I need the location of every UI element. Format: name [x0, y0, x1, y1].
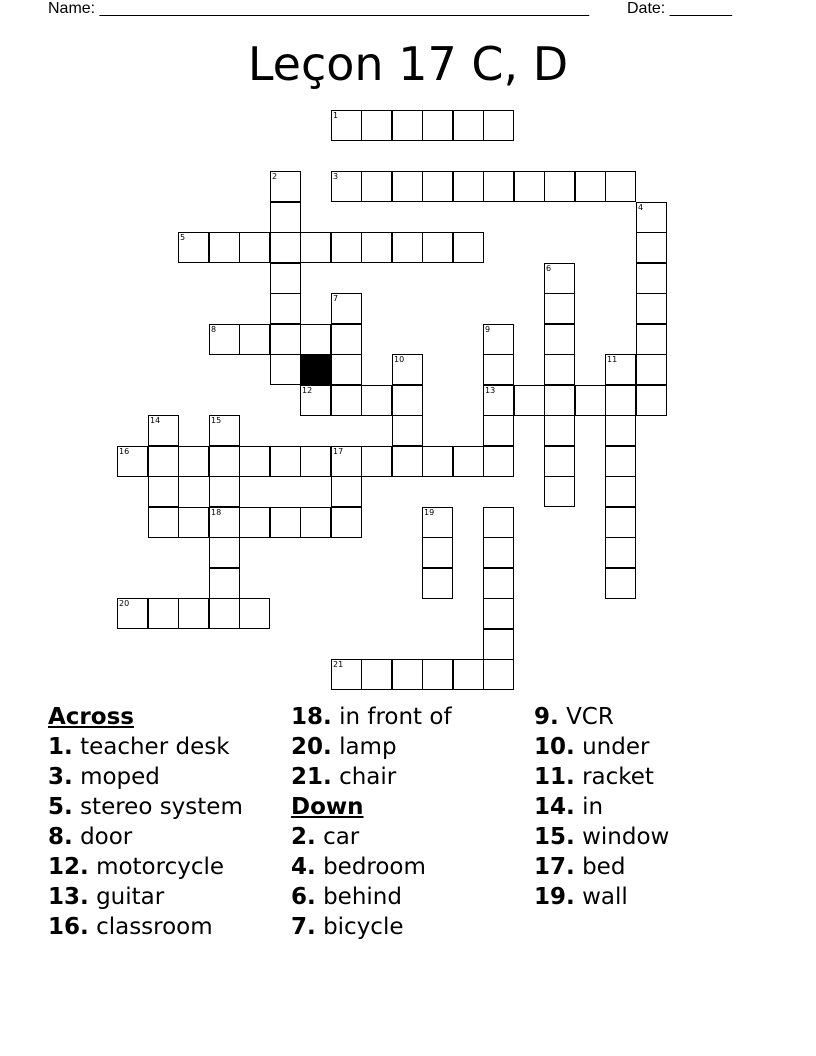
- clue-down-17: 17. bed: [534, 854, 626, 880]
- grid-cell[interactable]: [178, 507, 209, 538]
- clue-number: 14: [150, 416, 161, 425]
- grid-cell[interactable]: [636, 293, 667, 324]
- grid-cell[interactable]: [544, 446, 575, 477]
- clue-across-21: 21. chair: [291, 764, 397, 790]
- grid-cell[interactable]: [483, 537, 514, 568]
- grid-cell[interactable]: [270, 202, 301, 233]
- grid-cell[interactable]: [361, 446, 392, 477]
- grid-cell[interactable]: [422, 507, 453, 538]
- grid-cell[interactable]: [331, 659, 362, 690]
- grid-cell[interactable]: [544, 354, 575, 385]
- grid-cell[interactable]: [453, 110, 484, 141]
- grid-cell[interactable]: [483, 659, 514, 690]
- grid-cell[interactable]: [331, 476, 362, 507]
- grid-cell[interactable]: [392, 446, 423, 477]
- grid-cell[interactable]: [270, 354, 301, 385]
- grid-cell[interactable]: [605, 537, 636, 568]
- grid-cell[interactable]: [331, 385, 362, 416]
- clue-down-9: 9. VCR: [534, 704, 614, 730]
- grid-cell[interactable]: [605, 476, 636, 507]
- grid-cell[interactable]: [544, 476, 575, 507]
- grid-cell[interactable]: [361, 385, 392, 416]
- grid-cell[interactable]: [636, 354, 667, 385]
- clue-across-8: 8. door: [48, 824, 133, 850]
- clue-number: 1: [333, 111, 339, 120]
- grid-cell[interactable]: [148, 507, 179, 538]
- grid-cell[interactable]: [270, 446, 301, 477]
- page-title: Leçon 17 C, D: [247, 37, 569, 91]
- grid-cell[interactable]: [209, 415, 240, 446]
- grid-cell[interactable]: [270, 507, 301, 538]
- grid-cell[interactable]: [148, 446, 179, 477]
- clue-column-1: [48, 702, 243, 942]
- grid-cell[interactable]: [392, 232, 423, 263]
- grid-cell[interactable]: [392, 415, 423, 446]
- clue-number: 2: [272, 172, 278, 181]
- grid-cell[interactable]: [422, 537, 453, 568]
- grid-cell[interactable]: [392, 659, 423, 690]
- grid-cell[interactable]: [178, 598, 209, 629]
- grid-cell[interactable]: [422, 659, 453, 690]
- grid-cell[interactable]: [392, 385, 423, 416]
- grid-cell[interactable]: [544, 385, 575, 416]
- grid-cell[interactable]: [483, 385, 514, 416]
- grid-cell[interactable]: [575, 171, 606, 202]
- grid-cell[interactable]: [148, 415, 179, 446]
- grid-cell[interactable]: [483, 507, 514, 538]
- grid-cell[interactable]: [178, 232, 209, 263]
- date-field-label: Date: _______: [627, 0, 732, 17]
- grid-cell[interactable]: [392, 354, 423, 385]
- clue-number: 11: [607, 355, 618, 364]
- clue-number: 8: [211, 325, 217, 334]
- clue-down-10: 10. under: [534, 734, 650, 760]
- clue-number: 15: [211, 416, 222, 425]
- clue-number: 10: [394, 355, 405, 364]
- clue-down-11: 11. racket: [534, 764, 654, 790]
- clue-number: 17: [333, 447, 344, 456]
- clue-across-13: 13. guitar: [48, 884, 165, 910]
- clue-column-2: [291, 702, 452, 942]
- clue-down-15: 15. window: [534, 824, 670, 850]
- clue-across-20: 20. lamp: [291, 734, 397, 760]
- clue-number: 3: [333, 172, 339, 181]
- grid-cell[interactable]: [483, 354, 514, 385]
- clue-down-7: 7. bicycle: [291, 914, 404, 940]
- grid-cell[interactable]: [392, 110, 423, 141]
- grid-cell[interactable]: [636, 385, 667, 416]
- grid-cell[interactable]: [453, 446, 484, 477]
- grid-cell[interactable]: [483, 446, 514, 477]
- grid-cell[interactable]: [117, 598, 148, 629]
- grid-cell[interactable]: [483, 629, 514, 660]
- grid-cell[interactable]: [209, 232, 240, 263]
- clue-number: 13: [485, 386, 496, 395]
- grid-cell[interactable]: [239, 232, 270, 263]
- grid-cell[interactable]: [544, 171, 575, 202]
- clue-column-3: [534, 702, 669, 912]
- grid-cell[interactable]: [605, 507, 636, 538]
- clue-number: 20: [119, 599, 130, 608]
- clue-across-18: 18. in front of: [291, 704, 452, 730]
- clue-number: 5: [180, 233, 186, 242]
- grid-cell[interactable]: [239, 324, 270, 355]
- grid-cell[interactable]: [148, 476, 179, 507]
- grid-cell[interactable]: [361, 110, 392, 141]
- grid-cell[interactable]: [605, 385, 636, 416]
- grid-cell[interactable]: [331, 446, 362, 477]
- clue-number: 4: [638, 203, 644, 212]
- grid-cell[interactable]: [544, 293, 575, 324]
- grid-cell[interactable]: [239, 446, 270, 477]
- grid-cell[interactable]: [483, 110, 514, 141]
- clue-number: 12: [302, 386, 313, 395]
- grid-cell[interactable]: [331, 507, 362, 538]
- grid-cell[interactable]: [605, 446, 636, 477]
- grid-cell[interactable]: [514, 385, 545, 416]
- grid-cell[interactable]: [636, 232, 667, 263]
- grid-cell[interactable]: [361, 232, 392, 263]
- clue-across-12: 12. motorcycle: [48, 854, 225, 880]
- name-field-label: Name: _______________________________________________________: [48, 0, 589, 17]
- grid-black-cell: [300, 354, 331, 385]
- grid-cell[interactable]: [331, 110, 362, 141]
- clue-across-3: 3. moped: [48, 764, 160, 790]
- grid-cell[interactable]: [361, 171, 392, 202]
- clue-down-14: 14. in: [534, 794, 604, 820]
- grid-cell[interactable]: [209, 598, 240, 629]
- grid-cell[interactable]: [270, 232, 301, 263]
- grid-cell[interactable]: [209, 476, 240, 507]
- grid-cell[interactable]: [300, 446, 331, 477]
- clue-number: 21: [333, 660, 344, 669]
- grid-cell[interactable]: [209, 568, 240, 599]
- grid-cell[interactable]: [361, 659, 392, 690]
- grid-cell[interactable]: [300, 232, 331, 263]
- grid-cell[interactable]: [483, 568, 514, 599]
- grid-cell[interactable]: [270, 293, 301, 324]
- clue-down-19: 19. wall: [534, 884, 628, 910]
- grid-cell[interactable]: [331, 354, 362, 385]
- grid-cell[interactable]: [544, 263, 575, 294]
- grid-cell[interactable]: [605, 568, 636, 599]
- grid-cell[interactable]: [331, 324, 362, 355]
- clue-number: 16: [119, 447, 130, 456]
- clue-number: 7: [333, 294, 339, 303]
- grid-cell[interactable]: [331, 232, 362, 263]
- grid-cell[interactable]: [453, 659, 484, 690]
- grid-cell[interactable]: [422, 568, 453, 599]
- grid-cell[interactable]: [544, 324, 575, 355]
- grid-cell[interactable]: [209, 537, 240, 568]
- grid-cell[interactable]: [636, 263, 667, 294]
- clue-number: 19: [424, 508, 435, 517]
- grid-cell[interactable]: [392, 171, 423, 202]
- grid-cell[interactable]: [270, 171, 301, 202]
- grid-cell[interactable]: [605, 171, 636, 202]
- grid-cell[interactable]: [636, 202, 667, 233]
- grid-cell[interactable]: [605, 415, 636, 446]
- grid-cell[interactable]: [514, 171, 545, 202]
- grid-cell[interactable]: [483, 324, 514, 355]
- grid-cell[interactable]: [453, 171, 484, 202]
- clue-across-16: 16. classroom: [48, 914, 213, 940]
- clue-down-6: 6. behind: [291, 884, 402, 910]
- grid-cell[interactable]: [422, 232, 453, 263]
- grid-cell[interactable]: [300, 507, 331, 538]
- grid-cell[interactable]: [331, 293, 362, 324]
- clue-across-5: 5. stereo system: [48, 794, 243, 820]
- clue-number: 18: [211, 508, 222, 517]
- grid-cell[interactable]: [117, 446, 148, 477]
- clue-down-2: 2. car: [291, 824, 360, 850]
- grid-cell[interactable]: [453, 232, 484, 263]
- grid-cell[interactable]: [270, 324, 301, 355]
- grid-cell[interactable]: [239, 507, 270, 538]
- grid-cell[interactable]: [483, 598, 514, 629]
- grid-cell[interactable]: [483, 415, 514, 446]
- clue-number: 9: [485, 325, 491, 334]
- grid-cell[interactable]: [178, 446, 209, 477]
- grid-cell[interactable]: [483, 171, 514, 202]
- grid-cell[interactable]: [209, 446, 240, 477]
- grid-cell[interactable]: [148, 598, 179, 629]
- grid-cell[interactable]: [422, 446, 453, 477]
- grid-cell[interactable]: [605, 354, 636, 385]
- grid-cell[interactable]: [209, 507, 240, 538]
- clue-number: 6: [546, 264, 552, 273]
- grid-cell[interactable]: [575, 385, 606, 416]
- grid-cell[interactable]: [239, 598, 270, 629]
- grid-cell[interactable]: [422, 171, 453, 202]
- across-heading: Across: [48, 704, 134, 730]
- clue-down-4: 4. bedroom: [291, 854, 426, 880]
- grid-cell[interactable]: [422, 110, 453, 141]
- grid-cell[interactable]: [544, 415, 575, 446]
- down-heading: Down: [291, 794, 364, 820]
- grid-cell[interactable]: [209, 324, 240, 355]
- grid-cell[interactable]: [300, 324, 331, 355]
- clue-across-1: 1. teacher desk: [48, 734, 230, 760]
- grid-cell[interactable]: [636, 324, 667, 355]
- grid-cell[interactable]: [270, 263, 301, 294]
- grid-cell[interactable]: [331, 171, 362, 202]
- grid-cell[interactable]: [300, 385, 331, 416]
